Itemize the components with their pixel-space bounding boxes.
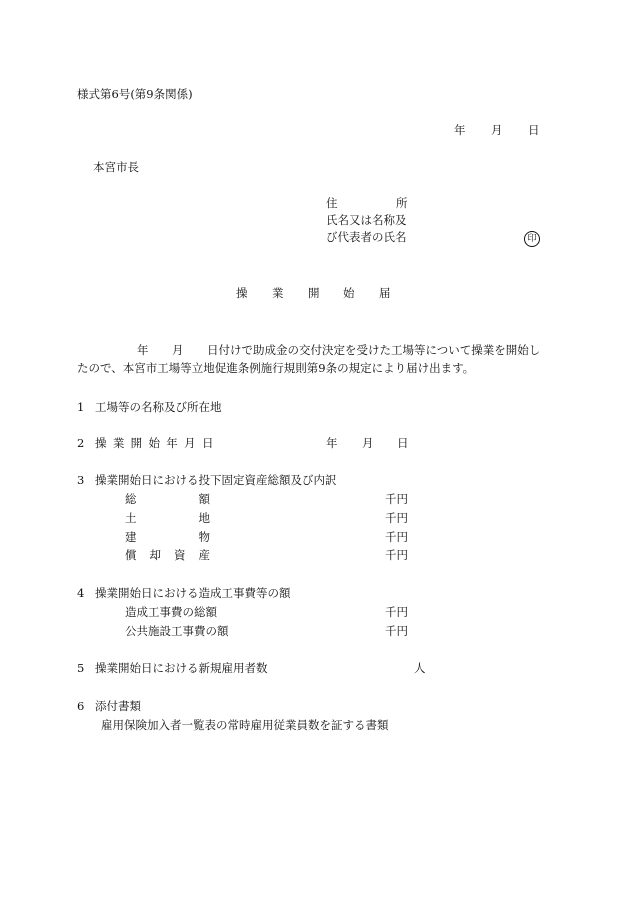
item4-row-construction-label: 造成工事費の総額 <box>125 605 217 619</box>
item2-label: 操業開始年月日 <box>95 436 220 450</box>
date-year-label: 年 <box>454 123 466 137</box>
date-month-label: 月 <box>491 123 503 137</box>
name-label-line2: び代表者の氏名 <box>326 230 407 244</box>
title-char-4: 始 <box>343 286 355 300</box>
item6-text: 添付書類 <box>95 699 141 713</box>
addressee: 本宮市長 <box>93 160 139 174</box>
item6-number: 6 <box>77 699 85 713</box>
item4-row-construction-unit: 千円 <box>385 605 408 619</box>
name-label-line1: 氏名又は名称及 <box>326 213 407 227</box>
intro-year: 年 <box>137 343 149 357</box>
intro-line1: 日付けで助成金の交付決定を受けた工場等について操業を開始し <box>207 343 541 357</box>
item3-row-land-unit: 千円 <box>385 511 408 525</box>
intro-line2: たので、本宮市工場等立地促進条例施行規則第9条の規定により届け出ます。 <box>77 361 475 375</box>
item5-unit: 人 <box>414 661 426 675</box>
item4-row-public-unit: 千円 <box>385 624 408 638</box>
item3-row-building-unit: 千円 <box>385 530 408 544</box>
item1-number: 1 <box>77 400 85 414</box>
item3-row-depreciable-unit: 千円 <box>385 548 408 562</box>
item4-row-public-label: 公共施設工事費の額 <box>125 624 229 638</box>
item1-text: 工場等の名称及び所在地 <box>95 400 222 414</box>
title-char-3: 開 <box>308 286 320 300</box>
item2-day: 日 <box>397 436 409 450</box>
seal-mark: 印 <box>524 231 540 247</box>
title-char-1: 操 <box>236 286 248 300</box>
intro-month: 月 <box>172 343 184 357</box>
item3-row-land-label: 土 地 <box>125 511 210 525</box>
item6-detail: 雇用保険加入者一覧表の常時雇用従業員数を証する書類 <box>101 718 389 732</box>
address-label-2: 所 <box>396 196 408 210</box>
item3-row-building-label: 建 物 <box>125 530 210 544</box>
title-char-2: 業 <box>272 286 284 300</box>
item3-text: 操業開始日における投下固定資産総額及び内訳 <box>95 473 337 487</box>
item4-number: 4 <box>77 586 85 600</box>
title-char-5: 届 <box>379 286 391 300</box>
address-label-1: 住 <box>326 196 338 210</box>
item4-text: 操業開始日における造成工事費等の額 <box>95 586 291 600</box>
item3-row-total-label: 総 額 <box>125 492 210 506</box>
item3-row-total-unit: 千円 <box>385 492 408 506</box>
item2-number: 2 <box>77 436 85 450</box>
item3-row-depreciable-label: 償 却 資 産 <box>125 548 210 562</box>
item5-number: 5 <box>77 661 85 675</box>
form-number: 様式第6号(第9条関係) <box>77 87 193 101</box>
date-day-label: 日 <box>528 123 540 137</box>
item5-text: 操業開始日における新規雇用者数 <box>95 661 268 675</box>
item2-year: 年 <box>326 436 338 450</box>
item3-number: 3 <box>77 473 85 487</box>
item2-month: 月 <box>362 436 374 450</box>
